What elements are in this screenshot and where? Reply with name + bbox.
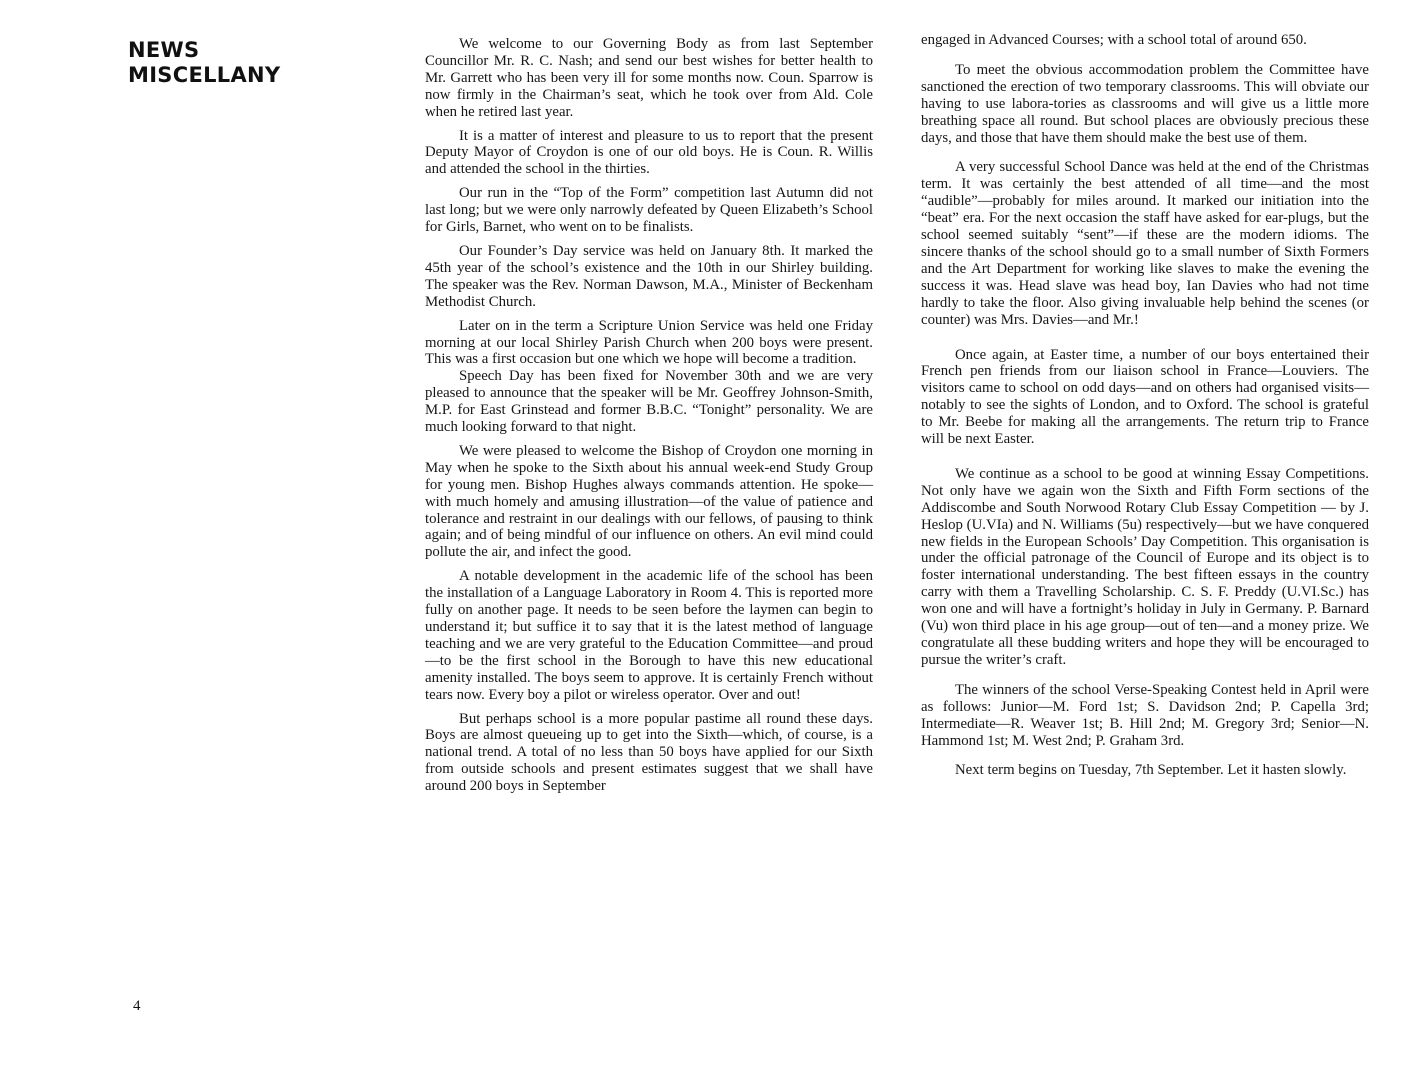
middle-column — [425, 36, 873, 795]
page-number: 4 — [133, 998, 141, 1014]
paragraph-governing-body: We welcome to our Governing Body as from last September Councillor Mr. R. C. Nash; and send our best wishes for better health to Mr. Garrett who has been very ill for some months now. Coun. Sparrow is now firmly in the Chairman’s seat, which he took over from Ald. Cole when he retired last year. — [425, 36, 873, 120]
paragraph-language-laboratory: A notable development in the academic life of the school has been the installation of a Language Laboratory in Room 4. This is reported more fully on another page. It needs to be seen before the laymen can begin to understand it; but suffice it to say that it is the latest method of language teaching and we are very grateful to the Education Committee—and proud—to be the first school in the Borough to have this new educational amenity installed. The boys seem to approve. It is certainly French without tears now. Every boy a pilot or wireless operator. Over and out! — [425, 568, 873, 703]
paragraph-french-exchange: Once again, at Easter time, a number of our boys entertained their French pen friends from our liaison school in France—Louviers. The visitors came to school on odd days—and on others had organised visits—notably to see the sights of London, and to Oxford. The school is grateful to Mr. Beebe for making all the arrangements. The return trip to France will be next Easter. — [921, 346, 1369, 448]
page-title-line-2: MISCELLANY — [128, 63, 281, 87]
paragraph-sixth-form-numbers: But perhaps school is a more popular pastime all round these days. Boys are almost queueing up to get into the Sixth—which, of course, is a national trend. A total of no less than 50 boys have applied for our Sixth from outside schools and present estimates suggest that we shall have around 200 boys in September — [425, 710, 873, 795]
paragraph-sixth-form-continued: engaged in Advanced Courses; with a school total of around 650. — [921, 32, 1307, 48]
paragraph-scripture-union: Later on in the term a Scripture Union Service was held one Friday morning at our local Shirley Parish Church when 200 boys were present. This was a first occasion but one which we hope will become a tradition. — [425, 317, 873, 368]
paragraph-essay-competitions: We continue as a school to be good at winning Essay Competitions. Not only have we again won the Sixth and Fifth Form sections of the Addiscombe and South Norwood Rotary Club Essay Competition — by J. Heslop (U.VIa) and N. Williams (5u) respectively—but we have conquered new fields in the European Schools’ Day Competition. This organisation is under the official patronage of the Council of Europe and its object is to foster international understanding. The best fifteen essays in the country carry with them a Travelling Scholarship. C. S. F. Preddy (U.VI.Sc.) has won one and will have a fortnight’s holiday in July in Germany. P. Barnard (Vu) won third place in his age group—out of ten—and a money prize. We congratulate all these budding writers and hope they will be encouraged to pursue the writer’s craft. — [921, 465, 1369, 668]
page-title — [128, 38, 328, 88]
paragraph-deputy-mayor: It is a matter of interest and pleasure to us to report that the present Deputy Mayor of Croydon is one of our old boys. He is Coun. R. Willis and attended the school in the thirties. — [425, 127, 873, 178]
paragraph-top-of-the-form: Our run in the “Top of the Form” competition last Autumn did not last long; but we were only narrowly defeated by Queen Elizabeth’s School for Girls, Barnet, who went on to be finalists. — [425, 185, 873, 236]
paragraph-founders-day: Our Founder’s Day service was held on January 8th. It marked the 45th year of the school’s existence and the 10th in our Shirley building. The speaker was the Rev. Norman Dawson, M.A., Minister of Beckenham Methodist Church. — [425, 242, 873, 310]
paragraph-speech-day: Speech Day has been fixed for November 30th and we are very pleased to announce that the speaker will be Mr. Geoffrey Johnson-Smith, M.P. for East Grinstead and former B.B.C. “Tonight” personality. We are much looking forward to that night. — [425, 368, 873, 436]
paragraph-school-dance: A very successful School Dance was held at the end of the Christmas term. It was certainly the best attended of all time—and the most “audible”—probably for miles around. It marked our initiation into the “beat” era. For the next occasion the staff have asked for ear-plugs, but the school seemed suitably “sent”—if these are the modern idioms. The sincere thanks of the school should go to a small number of Sixth Formers and the Art Department for working like slaves to make the evening the success it was. Head slave was head boy, Ian Davies who had not time hardly to take the floor. Also giving invaluable help behind the scenes (or counter) was Mrs. Davies—and Mr.! — [921, 159, 1369, 328]
right-column — [921, 32, 1369, 779]
paragraph-next-term: Next term begins on Tuesday, 7th September. Let it hasten slowly. — [955, 762, 1347, 779]
paragraph-bishop-visit: We were pleased to welcome the Bishop of Croydon one morning in May when he spoke to the Sixth about his annual week-end Study Group for young men. Bishop Hughes always commands attention. He spoke—with much homely and amusing illustration—of the value of patience and tolerance and restraint in our dealings with our fellows, of pausing to think again; and of being mindful of our influence on others. An evil mind could pollute the air, and infect the good. — [425, 442, 873, 561]
paragraph-accommodation: To meet the obvious accommodation problem the Committee have sanctioned the erection of two temporary classrooms. This will obviate our having to use labora-tories as classrooms and will give us a little more breathing space all round. But school places are obviously precious these days, and those that have them should make the best use of them. — [921, 61, 1369, 146]
paragraph-verse-speaking: The winners of the school Verse-Speaking Contest held in April were as follows: Junior—M. Ford 1st; S. Davidson 2nd; P. Capella 3rd; Intermediate—R. Weaver 1st; B. Hill 2nd; M. Gregory 3rd; Senior—N. Hammond 1st; M. West 2nd; P. Graham 3rd. — [921, 681, 1369, 749]
page-title-line-1: NEWS — [128, 38, 200, 62]
